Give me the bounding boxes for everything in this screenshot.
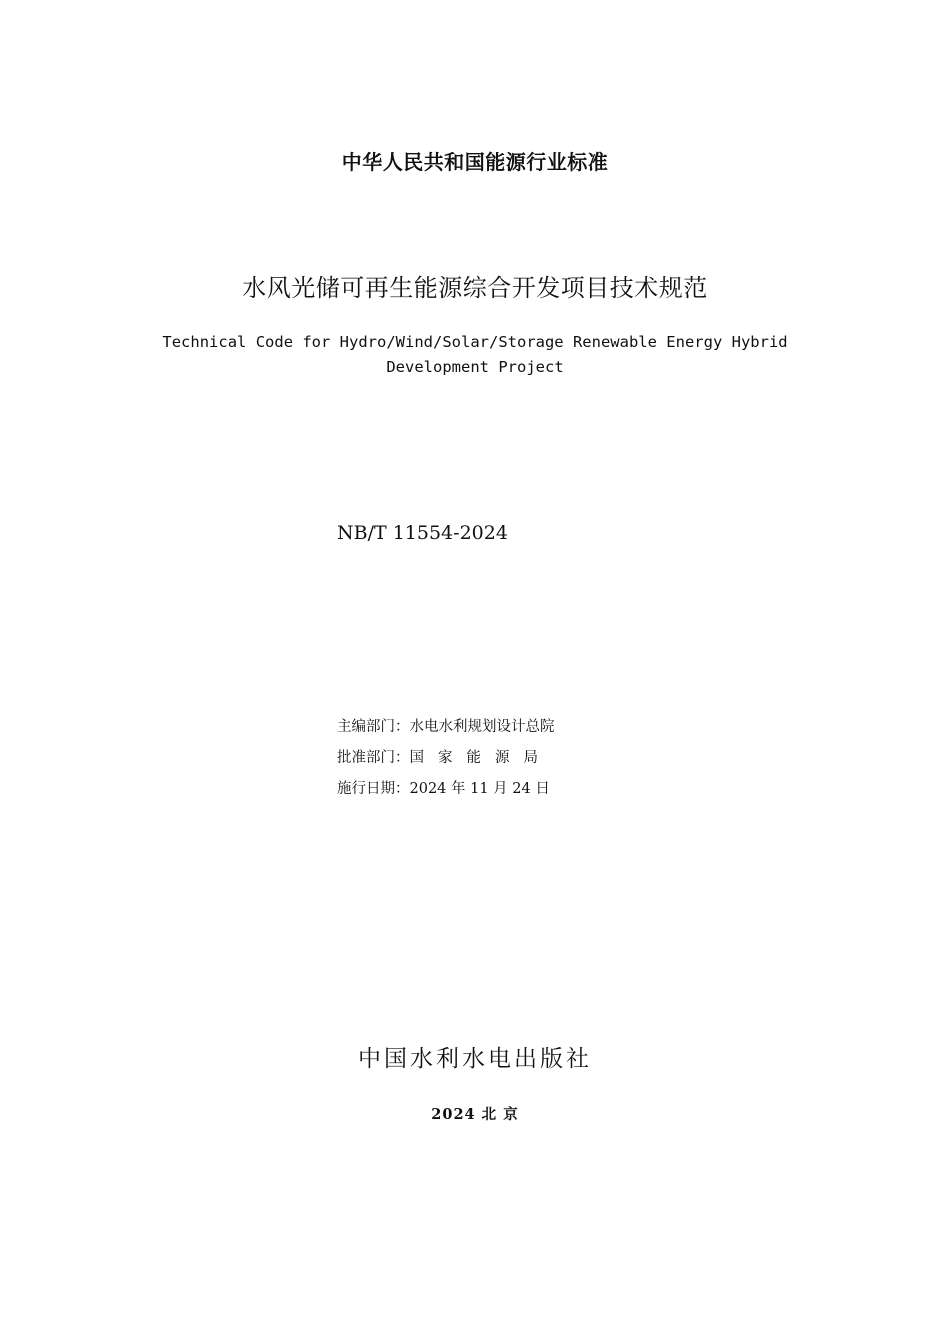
effective-date-row (337, 774, 555, 805)
approver-label: 批准部门： (337, 750, 410, 766)
standard-category: 中华人民共和国能源行业标准 (341, 150, 609, 174)
editor-value: 水电水利规划设计总院 (409, 719, 555, 735)
document-info (337, 712, 555, 805)
standard-number: NB/T 11554-2024 (337, 522, 508, 544)
publish-place-year: 2024 北 京 (431, 1106, 519, 1123)
editor-label: 主编部门： (337, 719, 410, 735)
publisher-name: 中国水利水电出版社 (358, 1046, 592, 1072)
document-title-english: Technical Code for Hydro/Wind/Solar/Storage Renewable Energy Hybrid Development Project (162, 333, 788, 376)
effective-date-value: 2024 年 11 月 24 日 (409, 781, 550, 797)
approver-row (337, 743, 555, 774)
document-title-chinese: 水风光储可再生能源综合开发项目技术规范 (242, 274, 708, 302)
editor-row (337, 712, 555, 743)
effective-date-label: 施行日期： (337, 781, 410, 797)
approver-value: 国家能源局 (409, 750, 552, 766)
